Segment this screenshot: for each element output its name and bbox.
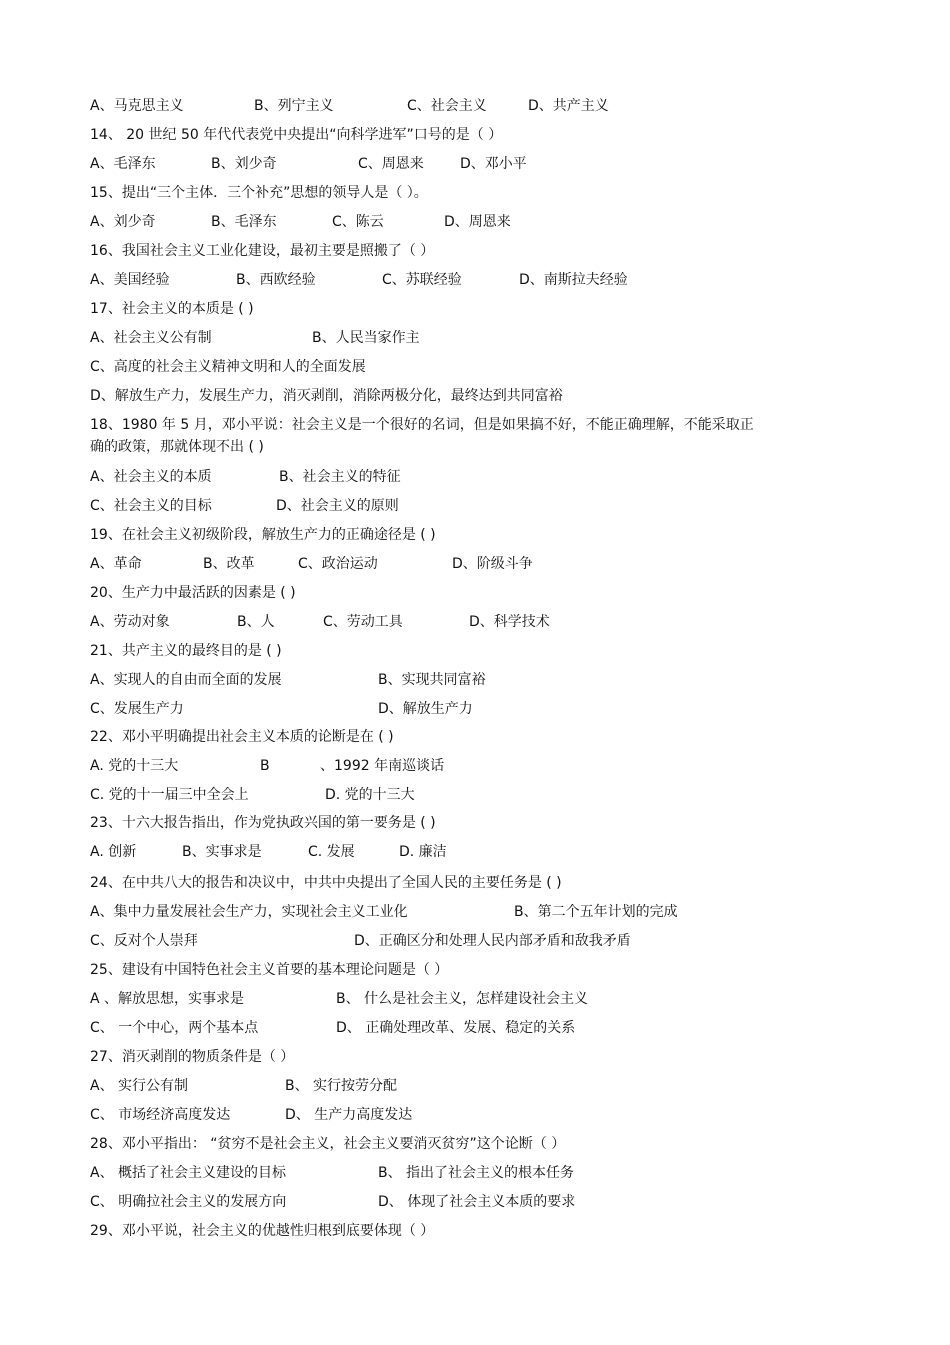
question-line: 19、在社会主义初级阶段，解放生产力的正确途径是 ( ) bbox=[90, 527, 436, 543]
answer-option: 、1992 年南巡谈话 bbox=[320, 758, 445, 774]
answer-option: B bbox=[260, 758, 270, 774]
answer-option: D. 廉洁 bbox=[399, 844, 447, 860]
answer-option: C、苏联经验 bbox=[382, 272, 462, 288]
question-line: D、解放生产力，发展生产力，消灭剥削，消除两极分化，最终达到共同富裕 bbox=[90, 388, 563, 404]
answer-option: A、革命 bbox=[90, 556, 142, 572]
question-line: 27、消灭剥削的物质条件是（ ） bbox=[90, 1049, 295, 1065]
answer-option: D、 体现了社会主义本质的要求 bbox=[378, 1194, 576, 1210]
answer-option: A、集中力量发展社会生产力，实现社会主义工业化 bbox=[90, 904, 408, 920]
answer-option: B、列宁主义 bbox=[254, 98, 334, 114]
answer-option: A. 党的十三大 bbox=[90, 758, 179, 774]
answer-option: C、 明确拉社会主义的发展方向 bbox=[90, 1194, 287, 1210]
answer-option: D、阶级斗争 bbox=[452, 556, 533, 572]
answer-option: D、共产主义 bbox=[528, 98, 609, 114]
answer-option: D、社会主义的原则 bbox=[276, 498, 399, 514]
question-line: 24、在中共八大的报告和决议中，中共中央提出了全国人民的主要任务是 ( ) bbox=[90, 875, 562, 891]
question-line: 28、邓小平指出： “贫穷不是社会主义，社会主义要消灭贫穷”这个论断（ ） bbox=[90, 1136, 566, 1152]
answer-option: D. 党的十三大 bbox=[325, 787, 415, 803]
question-line: 23、十六大报告指出，作为党执政兴国的第一要务是 ( ) bbox=[90, 815, 436, 831]
answer-option: B、人 bbox=[237, 614, 275, 630]
answer-option: D、邓小平 bbox=[460, 156, 527, 172]
answer-option: C. 发展 bbox=[308, 844, 355, 860]
question-line: 25、建设有中国特色社会主义首要的基本理论问题是（ ） bbox=[90, 962, 449, 978]
answer-option: A、刘少奇 bbox=[90, 214, 156, 230]
answer-option: A、劳动对象 bbox=[90, 614, 170, 630]
answer-option: A 、解放思想，实事求是 bbox=[90, 991, 245, 1007]
question-line: 29、邓小平说，社会主义的优越性归根到底要体现（ ） bbox=[90, 1223, 435, 1239]
question-line: 21、共产主义的最终目的是 ( ) bbox=[90, 643, 282, 659]
answer-option: C、社会主义 bbox=[407, 98, 487, 114]
answer-option: C、政治运动 bbox=[298, 556, 378, 572]
answer-option: B、 实行按劳分配 bbox=[285, 1078, 398, 1094]
answer-option: A、实现人的自由而全面的发展 bbox=[90, 672, 282, 688]
answer-option: B、西欧经验 bbox=[236, 272, 316, 288]
answer-option: D、科学技术 bbox=[469, 614, 550, 630]
answer-option: B、第二个五年计划的完成 bbox=[514, 904, 678, 920]
answer-option: A、 实行公有制 bbox=[90, 1078, 189, 1094]
answer-option: C、反对个人崇拜 bbox=[90, 933, 198, 949]
question-line: 确的政策，那就体现不出 ( ) bbox=[90, 439, 264, 455]
answer-option: D、正确区分和处理人民内部矛盾和敌我矛盾 bbox=[354, 933, 631, 949]
answer-option: C、 市场经济高度发达 bbox=[90, 1107, 231, 1123]
answer-option: D、南斯拉夫经验 bbox=[519, 272, 628, 288]
answer-option: C、劳动工具 bbox=[323, 614, 403, 630]
answer-option: B、刘少奇 bbox=[211, 156, 277, 172]
answer-option: A、社会主义的本质 bbox=[90, 469, 212, 485]
question-line: 15、提出“三个主体．三个补充”思想的领导人是（ ）。 bbox=[90, 185, 428, 201]
question-line: C、高度的社会主义精神文明和人的全面发展 bbox=[90, 359, 366, 375]
question-line: 17、社会主义的本质是 ( ) bbox=[90, 301, 254, 317]
question-line: 22、邓小平明确提出社会主义本质的论断是在 ( ) bbox=[90, 729, 394, 745]
answer-option: B、 指出了社会主义的根本任务 bbox=[378, 1165, 575, 1181]
answer-option: C、周恩来 bbox=[358, 156, 424, 172]
answer-option: C、发展生产力 bbox=[90, 701, 184, 717]
answer-option: B、社会主义的特征 bbox=[279, 469, 401, 485]
answer-option: B、毛泽东 bbox=[211, 214, 277, 230]
answer-option: A、马克思主义 bbox=[90, 98, 184, 114]
question-line: 14、 20 世纪 50 年代代表党中央提出“向科学进军”口号的是（ ） bbox=[90, 127, 503, 143]
answer-option: A、毛泽东 bbox=[90, 156, 156, 172]
question-line: 16、我国社会主义工业化建设，最初主要是照搬了（ ） bbox=[90, 243, 435, 259]
answer-option: D、解放生产力 bbox=[378, 701, 473, 717]
answer-option: A、 概括了社会主义建设的目标 bbox=[90, 1165, 287, 1181]
question-line: 20、生产力中最活跃的因素是 ( ) bbox=[90, 585, 296, 601]
answer-option: A、美国经验 bbox=[90, 272, 170, 288]
answer-option: D、 正确处理改革、发展、稳定的关系 bbox=[336, 1020, 576, 1036]
answer-option: C、社会主义的目标 bbox=[90, 498, 212, 514]
answer-option: B、实事求是 bbox=[182, 844, 262, 860]
answer-option: A、社会主义公有制 bbox=[90, 330, 212, 346]
answer-option: B、人民当家作主 bbox=[312, 330, 420, 346]
answer-option: B、实现共同富裕 bbox=[378, 672, 486, 688]
answer-option: C、陈云 bbox=[332, 214, 384, 230]
answer-option: D、周恩来 bbox=[444, 214, 511, 230]
answer-option: C、 一个中心，两个基本点 bbox=[90, 1020, 259, 1036]
answer-option: B、 什么是社会主义，怎样建设社会主义 bbox=[336, 991, 589, 1007]
answer-option: D、 生产力高度发达 bbox=[285, 1107, 413, 1123]
question-line: 18、1980 年 5 月，邓小平说：社会主义是一个很好的名词，但是如果搞不好，不能正确理解，不能采取正 bbox=[90, 417, 754, 433]
answer-option: B、改革 bbox=[203, 556, 255, 572]
answer-option: C. 党的十一届三中全会上 bbox=[90, 787, 249, 803]
answer-option: A. 创新 bbox=[90, 844, 137, 860]
